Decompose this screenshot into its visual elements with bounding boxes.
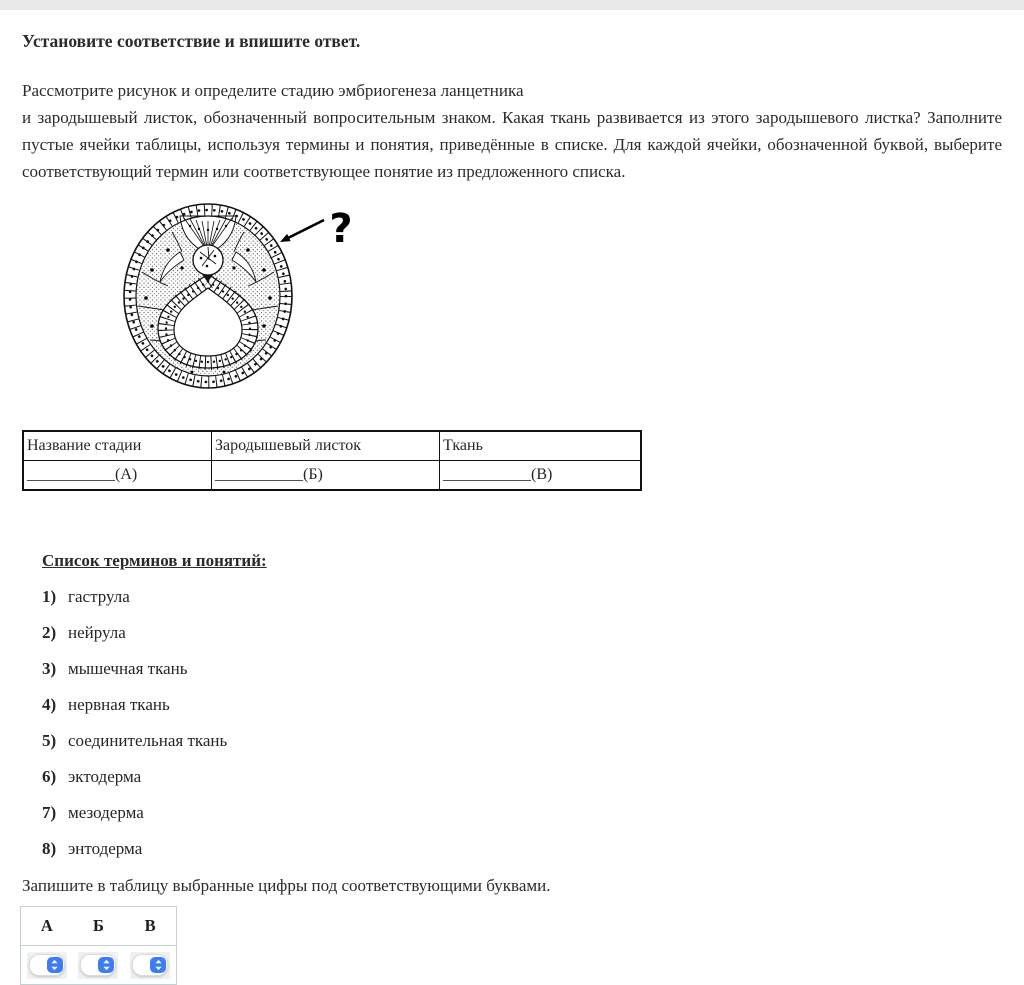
updown-chevron-icon[interactable]: [98, 957, 114, 973]
updown-chevron-icon[interactable]: [150, 957, 166, 973]
notochord: [193, 245, 223, 275]
pointer-arrow-icon: [280, 220, 324, 242]
terms-list-heading: Список терминов и понятий:: [42, 551, 267, 570]
term-number: 1): [42, 587, 57, 606]
term-item-3: [42, 659, 1002, 679]
blank-cell-a: ___________(А): [23, 461, 212, 491]
col-header-stage: Название стадии: [23, 431, 212, 461]
answer-select-b[interactable]: [80, 954, 116, 976]
term-number: 2): [42, 623, 57, 642]
select-chip-v: [130, 952, 170, 979]
term-number: 4): [42, 695, 57, 714]
answer-table: [20, 906, 177, 985]
task-title: Установите соответствие и впишите ответ.: [22, 31, 361, 51]
letter-header-b: Б: [73, 907, 125, 946]
term-label: мезодерма: [68, 803, 144, 822]
select-chip-a: [27, 952, 67, 979]
term-label: мышечная ткань: [68, 659, 188, 678]
answer-prompt: Запишите в таблицу выбранные цифры под соответствующими буквами.: [22, 876, 551, 895]
stage-table: [22, 430, 642, 491]
term-label: энтодерма: [68, 839, 143, 858]
embryo-diagram: [122, 198, 375, 394]
col-header-germ-layer: Зародышевый листок: [212, 431, 440, 461]
term-item-2: [42, 623, 1002, 643]
term-label: гаструла: [68, 587, 130, 606]
term-item-4: [42, 695, 1002, 715]
term-number: 8): [42, 839, 57, 858]
term-label: эктодерма: [68, 767, 142, 786]
term-label: соединительная ткань: [68, 731, 228, 750]
term-number: 3): [42, 659, 57, 678]
stage-table-blank-row: [23, 461, 641, 491]
instruction-line-1: Рассмотрите рисунок и определите стадию эмбриогенеза ланцетника: [22, 81, 524, 100]
updown-chevron-icon[interactable]: [47, 957, 63, 973]
terms-list: [42, 551, 1002, 859]
blank-cell-v: ___________(В): [440, 461, 642, 491]
blank-cell-b: ___________(Б): [212, 461, 440, 491]
term-item-1: [42, 587, 1002, 607]
term-label: нейрула: [68, 623, 126, 642]
term-item-5: [42, 731, 1002, 751]
select-chip-b: [78, 952, 118, 979]
instruction-paragraph: и зародышевый листок, обозначенный вопросительным знаком. Какая ткань развивается из этого зародышевого листка? Заполните пустые ячейки таблицы, используя термины и понятия, приведённые в списке. Для каждой ячейки, обозначенной буквой, выберите соответствующий термин или соответствующее понятие из предложенного списка.: [22, 108, 1002, 181]
answer-select-a[interactable]: [29, 954, 65, 976]
term-label: нервная ткань: [68, 695, 170, 714]
term-number: 7): [42, 803, 57, 822]
term-number: 5): [42, 731, 57, 750]
answer-table-select-row: [21, 946, 177, 985]
letter-header-a: А: [21, 907, 73, 946]
stage-table-header-row: [23, 431, 641, 461]
term-item-6: [42, 767, 1002, 787]
letter-header-v: В: [124, 907, 176, 946]
answer-select-v[interactable]: [132, 954, 168, 976]
term-item-7: [42, 803, 1002, 823]
col-header-tissue: Ткань: [440, 431, 642, 461]
top-bar: [0, 0, 1024, 10]
task-page: [0, 31, 1024, 985]
term-item-8: [42, 839, 1002, 859]
answer-table-header-row: [21, 907, 177, 946]
question-mark-label: ?: [329, 206, 353, 252]
embryo-figure-wrap: [122, 198, 382, 394]
term-number: 6): [42, 767, 57, 786]
